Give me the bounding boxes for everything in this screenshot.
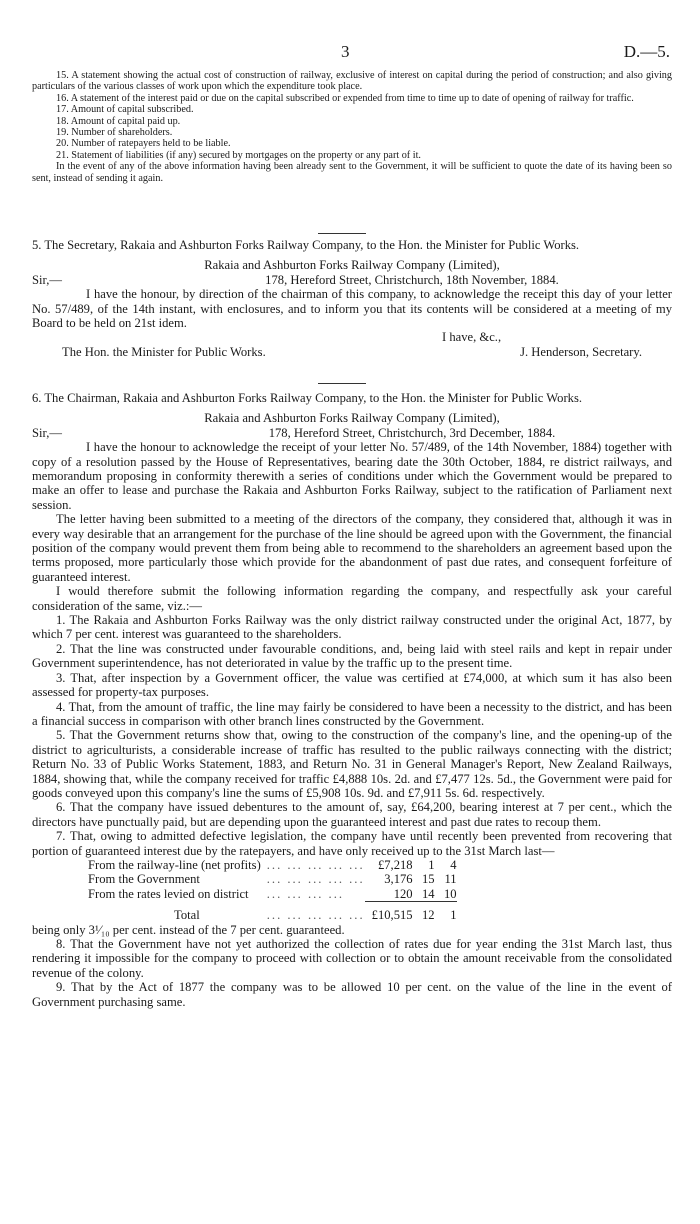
receipt-label: From the rates levied on district: [88, 887, 249, 902]
receipt-pence: 4: [450, 857, 457, 872]
list-item: 18. Amount of capital paid up.: [56, 115, 181, 127]
list-item: In the event of any of the above information having been already sent to the Government, it will be sufficient to quote the date of its having been so sent, instead of sending it again.: [32, 161, 672, 184]
receipt-shillings: 1: [428, 857, 435, 872]
total-shillings: 12: [413, 902, 435, 923]
numbered-point: 2. That the line was constructed under favourable conditions, and, being laid with steel rails and kept in repair under Government superintendence, has not deteriorated in value by the traffic up to the present time.: [32, 641, 672, 671]
receipt-pounds: £7,218: [377, 857, 413, 872]
table-row: [88, 887, 457, 902]
list-item: 16. A statement of the interest paid or due on the capital subscribed or expended from time to time up to date of opening of railway for traffic.: [56, 92, 634, 104]
receipt-pounds: 3,176: [384, 872, 413, 887]
letter-address-line: 178, Hereford Street, Christchurch, 3rd December, 1884.: [268, 425, 556, 440]
addressee: The Hon. the Minister for Public Works.: [62, 344, 266, 359]
numbered-point: 3. That, after inspection by a Government officer, the value was certified at £74,000, at which sum it has also been assessed for property-tax purposes.: [32, 670, 672, 700]
receipt-shillings: 14: [422, 886, 435, 901]
letter-address-line: Rakaia and Ashburton Forks Railway Company (Limited),: [204, 258, 500, 273]
letter-5: [32, 238, 672, 359]
list-item: 21. Statement of liabilities (if any) secured by mortgages on the property or any part of it.: [56, 149, 421, 161]
letter-body: I have the honour, by direction of the chairman of this company, to acknowledge the receipt this day of your letter No. 57/489, of the 14th instant, with enclosures, and to inform you that its contents will be considered at a meeting of my Board to be held on 21st idem.: [32, 287, 672, 331]
receipt-pounds: 120: [393, 886, 413, 901]
leader-dots: ... ... ... ... ...: [266, 857, 365, 872]
numbered-point: 4. That, from the amount of traffic, the line may fairly be considered to have been a necessity to the district, and has been a financial success in comparison with other branch lines constructed by the Government.: [32, 699, 672, 728]
salutation-row: [32, 273, 672, 287]
table-row: [88, 858, 457, 872]
numbered-point: 1. The Rakaia and Ashburton Forks Railway was the only district railway constructed under the original Act, 1877, by which 7 per cent. interest was guaranteed to the shareholders.: [32, 613, 672, 642]
salutation: Sir,—: [32, 425, 62, 440]
letter-address-line: Rakaia and Ashburton Forks Railway Company (Limited),: [204, 411, 500, 426]
closing-row: [32, 330, 672, 344]
letter-heading: 6. The Chairman, Rakaia and Ashburton Forks Railway Company, to the Hon. the Minister for Public Works.: [32, 391, 583, 405]
numbered-point: 9. That by the Act of 1877 the company was to be allowed 10 per cent. on the value of the line in the event of Government purchasing same.: [32, 980, 672, 1009]
leader-dots: ... ... ... ... ...: [266, 872, 365, 887]
list-item: 17. Amount of capital subscribed.: [56, 104, 194, 116]
list-item: 20. Number of ratepayers held to be liable.: [56, 138, 231, 150]
salutation-row: [32, 426, 672, 440]
page-header: [0, 42, 700, 62]
numbered-point: 5. That the Government returns show that, owing to the construction of the company's line, and the opening-up of the district to agriculturists, a considerable increase of traffic has resulted to the public railways connecting with the district; Return No. 33 of Public Works Statement, 1883, and Return No. 31 in General Manager's Report, New Zealand Railways, 1884, showing that, while the company received for traffic £4,888 10s. 2d. and £7,477 12s. 5d., the Government were paid for goods conveyed upon this company's line the sums of £5,908 10s. 9d. and £7,911 5s. 6d. respectively.: [32, 728, 672, 800]
numbered-point: 7. That, owing to admitted defective legislation, the company have until recently been prevented from recovering that portion of guaranteed interest due by the ratepayers, and have only received up to the 31st March last—: [32, 829, 672, 858]
total-label: Total: [174, 907, 200, 922]
total-row: [88, 902, 457, 923]
leader-dots: ... ... ... ... ...: [266, 907, 365, 922]
leader-dots: ... ... ... ...: [266, 887, 344, 902]
list-item: 19. Number of shareholders.: [56, 127, 173, 139]
letter-6: [32, 391, 672, 1009]
salutation: Sir,—: [32, 272, 62, 287]
letter-address-line: 178, Hereford Street, Christchurch, 18th November, 1884.: [265, 272, 559, 287]
receipt-pence: 11: [444, 872, 457, 887]
total-pounds: £10,515: [365, 902, 413, 923]
numbered-point: 8. That the Government have not yet authorized the collection of rates due for year ending the 31st March last, thus rendering it impossible for the company to proceed with collection or to obtain the amount receivable from the consolidated revenue of the colony.: [32, 937, 672, 980]
document-reference: D.—5.: [623, 42, 670, 61]
letter-heading: 5. The Secretary, Rakaia and Ashburton Forks Railway Company, to the Hon. the Minister for Public Works.: [32, 238, 580, 252]
letter-closing: I have, &c.,: [442, 330, 502, 345]
enclosure-list: [32, 70, 672, 184]
list-item: 15. A statement showing the actual cost of construction of railway, exclusive of interest on capital during the period of construction; and also giving particulars of the various classes of work upon which the expenditure took place.: [32, 70, 672, 93]
letter-paragraph: I would therefore submit the following information regarding the company, and respectfully ask your careful consideration of the same, viz.:—: [32, 584, 672, 613]
section-divider: [318, 233, 366, 234]
numbered-point: 6. That the company have issued debentures to the amount of, say, £64,200, bearing interest at 7 per cent., which the directors have punctually paid, but are depending upon the guaranteed interest and past due rates to recoup them.: [32, 800, 672, 829]
receipt-pence: 10: [444, 886, 457, 901]
signature: J. Henderson, Secretary.: [520, 344, 642, 359]
table-row: [88, 872, 457, 886]
letter-paragraph: The letter having been submitted to a meeting of the directors of the company, they considered that, although it was in every way desirable that an arrangement for the purchase of the line should be agreed upon with the Government, the financial position of the company would prevent them from being able to recommend to the shareholders an agreement based upon the terms proposed, more particularly those which provide for the abandonment of past due rates, and consequent forfeiture of guaranteed interest.: [32, 512, 672, 584]
letter-paragraph: being only 3¹⁄₁₀ per cent. instead of the 7 per cent. guaranteed.: [32, 922, 345, 937]
section-divider: [318, 383, 366, 384]
receipts-table: [88, 858, 457, 923]
receipt-label: From the railway-line (net profits): [88, 857, 261, 872]
receipt-shillings: 15: [422, 872, 435, 887]
letter-paragraph: I have the honour to acknowledge the receipt of your letter No. 57/489, of the 14th November, 1884) together with copy of a resolution passed by the House of Representatives, bearing date the 30th October, 1884, re district railways, and memorandum proposing in conformity therewith a series of conditions under which the Government would be prepared to make an offer to lease and purchase the Rakaia and Ashburton Forks Railway, subject to the ratification of Parliament next session.: [32, 440, 672, 512]
page-number: 3: [341, 42, 350, 61]
total-pence: 1: [435, 902, 457, 923]
signature-row: [32, 345, 672, 359]
receipt-label: From the Government: [88, 872, 200, 887]
